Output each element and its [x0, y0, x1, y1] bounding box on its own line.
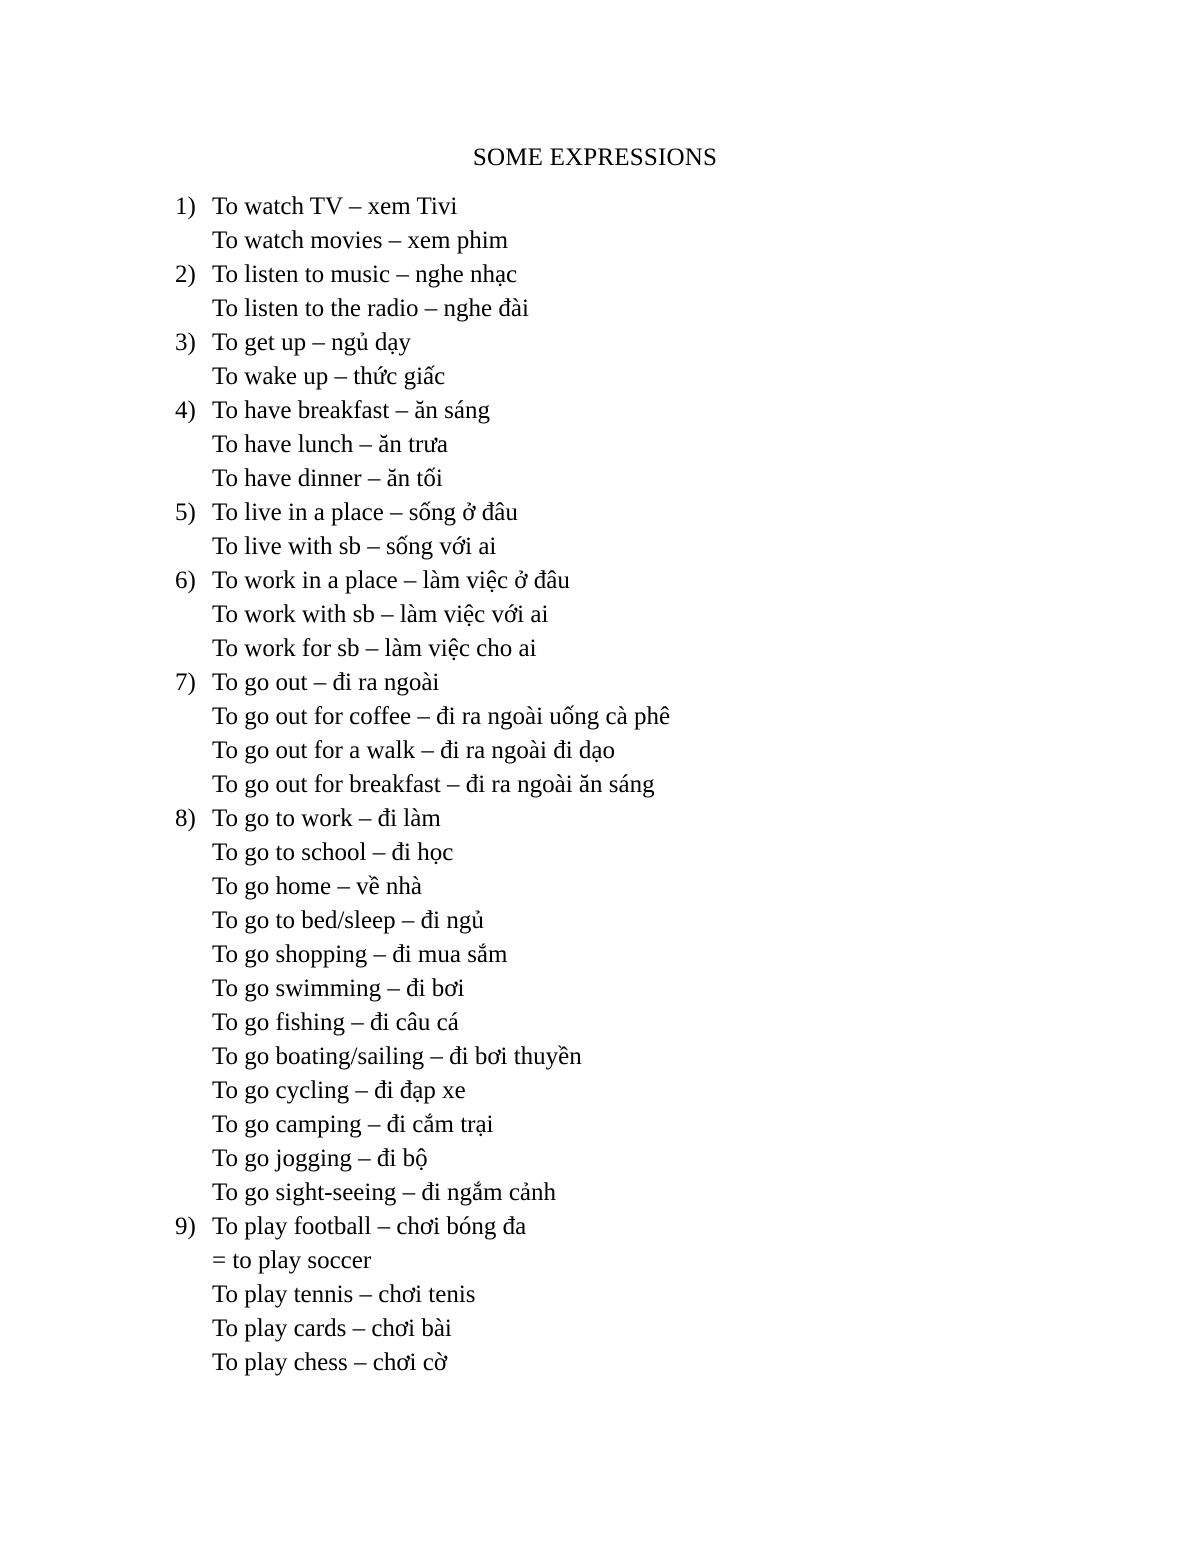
expression-line — [0, 1108, 1200, 1142]
expression-text: To play chess – chơi cờ — [212, 1349, 448, 1376]
expression-line — [0, 802, 1200, 836]
expression-line — [0, 836, 1200, 870]
expression-text: To play cards – chơi bài — [212, 1315, 452, 1342]
expression-line — [0, 904, 1200, 938]
expression-line — [0, 258, 1200, 292]
expression-line — [0, 1040, 1200, 1074]
expression-text: To work for sb – làm việc cho ai — [212, 635, 537, 662]
expression-text: To play football – chơi bóng đa — [212, 1213, 527, 1240]
expression-line — [0, 1312, 1200, 1346]
expression-text: To go to bed/sleep – đi ngủ — [212, 907, 484, 934]
expression-text: To work in a place – làm việc ở đâu — [212, 567, 570, 594]
expression-text: To watch TV – xem Tivi — [212, 193, 458, 220]
item-number: 7) — [175, 669, 196, 696]
expression-text: To go to work – đi làm — [212, 805, 441, 832]
expression-text: To go fishing – đi câu cá — [212, 1009, 459, 1036]
item-number: 6) — [175, 567, 196, 594]
expression-line — [0, 972, 1200, 1006]
expression-line — [0, 428, 1200, 462]
expression-line — [0, 496, 1200, 530]
item-number: 3) — [175, 329, 196, 356]
expression-line — [0, 1074, 1200, 1108]
expression-text: To go boating/sailing – đi bơi thuyền — [212, 1043, 582, 1070]
expression-text: To listen to the radio – nghe đài — [212, 295, 529, 322]
expression-list — [0, 190, 1200, 1380]
expression-line — [0, 462, 1200, 496]
item-number: 1) — [175, 193, 196, 220]
expression-line — [0, 1278, 1200, 1312]
item-number: 9) — [175, 1213, 196, 1240]
expression-text: To live with sb – sống với ai — [212, 533, 497, 560]
expression-text: To listen to music – nghe nhạc — [212, 261, 518, 288]
expression-line — [0, 700, 1200, 734]
expression-line — [0, 870, 1200, 904]
expression-text: To wake up – thức giấc — [212, 363, 446, 390]
expression-text: = to play soccer — [212, 1247, 372, 1274]
expression-text: To get up – ngủ dạy — [212, 329, 411, 356]
expression-group — [0, 258, 1200, 326]
expression-text: To go sight-seeing – đi ngắm cảnh — [212, 1179, 557, 1206]
item-number: 5) — [175, 499, 196, 526]
expression-text: To go home – về nhà — [212, 873, 423, 900]
expression-text: To go swimming – đi bơi — [212, 975, 465, 1002]
item-number: 8) — [175, 805, 196, 832]
expression-line — [0, 598, 1200, 632]
expression-text: To go cycling – đi đạp xe — [212, 1077, 466, 1104]
expression-text: To go out for coffee – đi ra ngoài uống cà phê — [212, 703, 671, 730]
expression-text: To work with sb – làm việc với ai — [212, 601, 549, 628]
expression-text: To have lunch – ăn trưa — [212, 431, 449, 458]
expression-line — [0, 360, 1200, 394]
expression-group — [0, 394, 1200, 496]
expression-group — [0, 1210, 1200, 1380]
expression-text: To go out for breakfast – đi ra ngoài ăn sáng — [212, 771, 655, 798]
expression-line — [0, 666, 1200, 700]
expression-line — [0, 1210, 1200, 1244]
expression-line — [0, 1244, 1200, 1278]
expression-group — [0, 802, 1200, 1210]
expression-text: To live in a place – sống ở đâu — [212, 499, 518, 526]
expression-line — [0, 632, 1200, 666]
expression-text: To go out – đi ra ngoài — [212, 669, 440, 696]
expression-line — [0, 1176, 1200, 1210]
expression-line — [0, 224, 1200, 258]
expression-line — [0, 1142, 1200, 1176]
expression-line — [0, 564, 1200, 598]
expression-line — [0, 326, 1200, 360]
expression-line — [0, 292, 1200, 326]
expression-line — [0, 394, 1200, 428]
expression-line — [0, 1346, 1200, 1380]
expression-text: To have breakfast – ăn sáng — [212, 397, 491, 424]
expression-text: To play tennis – chơi tenis — [212, 1281, 476, 1308]
expression-line — [0, 768, 1200, 802]
expression-group — [0, 666, 1200, 802]
expression-group — [0, 190, 1200, 258]
expression-line — [0, 734, 1200, 768]
expression-text: To go out for a walk – đi ra ngoài đi dạo — [212, 737, 616, 764]
expression-group — [0, 326, 1200, 394]
item-number: 4) — [175, 397, 196, 424]
expression-group — [0, 564, 1200, 666]
expression-text: To have dinner – ăn tối — [212, 465, 443, 492]
expression-line — [0, 190, 1200, 224]
expression-group — [0, 496, 1200, 564]
expression-line — [0, 1006, 1200, 1040]
expression-line — [0, 530, 1200, 564]
expression-text: To watch movies – xem phim — [212, 227, 509, 254]
expression-text: To go shopping – đi mua sắm — [212, 941, 508, 968]
expression-text: To go jogging – đi bộ — [212, 1145, 428, 1172]
document-title: SOME EXPRESSIONS — [472, 144, 718, 171]
item-number: 2) — [175, 261, 196, 288]
expression-text: To go to school – đi học — [212, 839, 454, 866]
expression-line — [0, 938, 1200, 972]
expression-text: To go camping – đi cắm trại — [212, 1111, 494, 1138]
